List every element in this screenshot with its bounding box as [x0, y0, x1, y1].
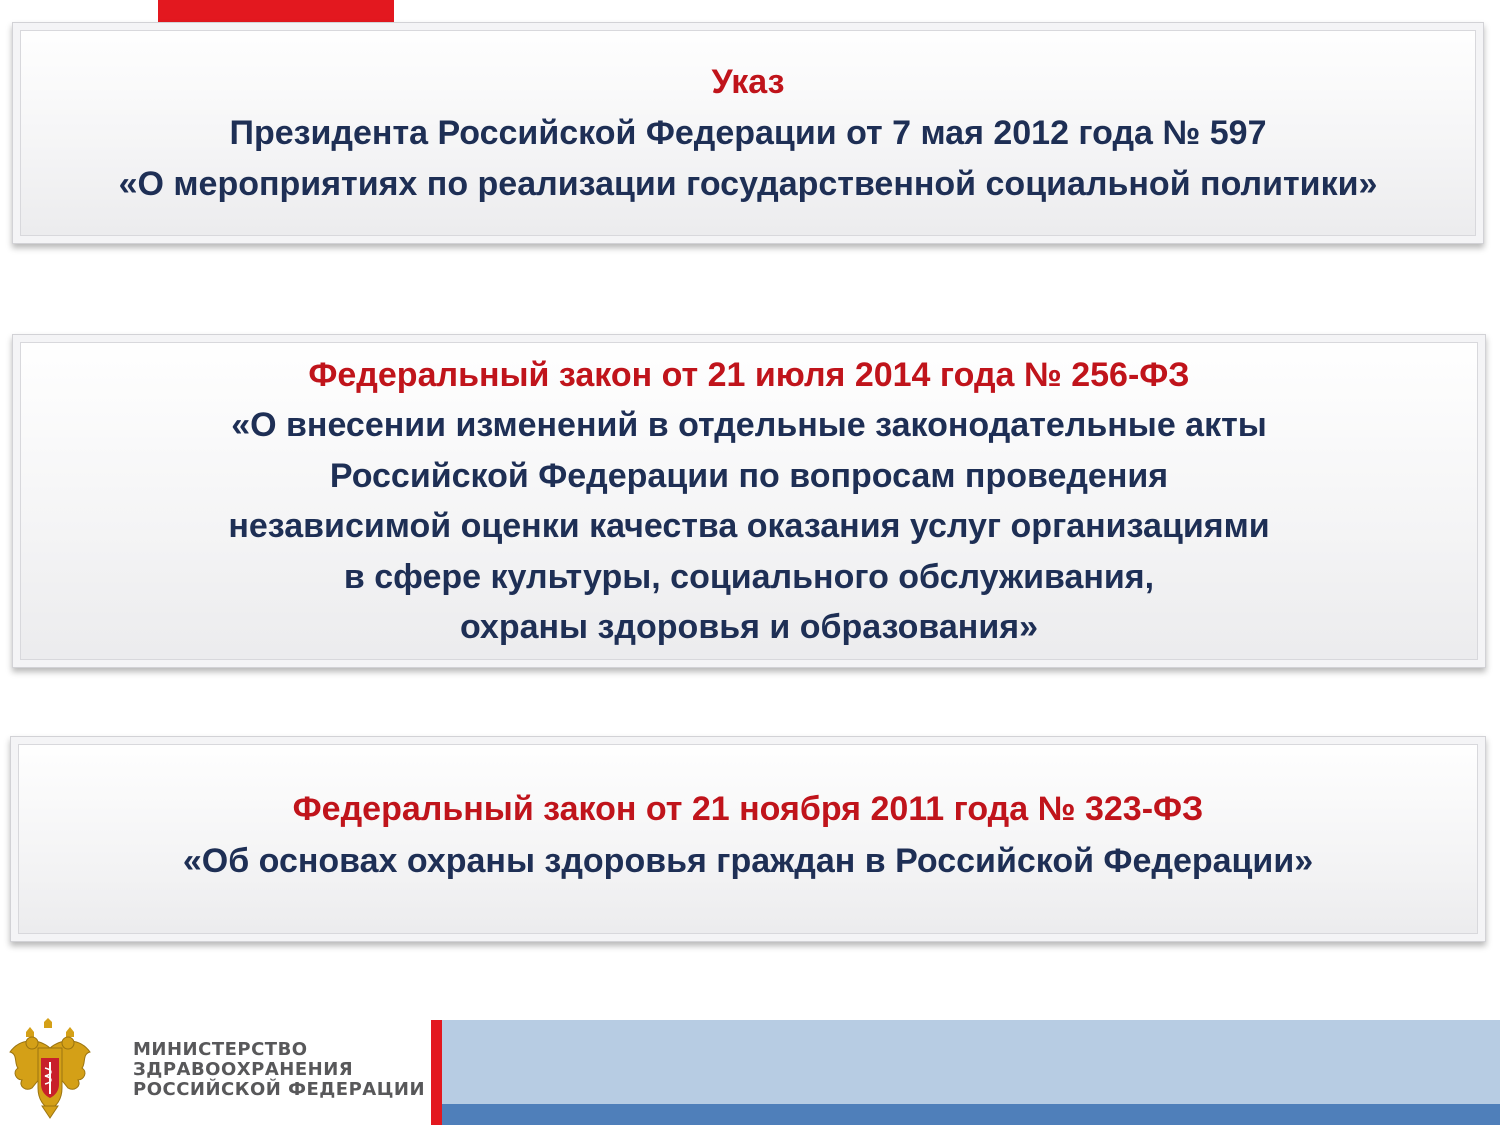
law-256-card — [12, 334, 1486, 668]
footer-band-dark — [442, 1104, 1500, 1125]
ministry-name — [133, 1040, 428, 1100]
law-256-title: Федеральный закон от 21 июля 2014 года № 256-ФЗ — [308, 355, 1190, 394]
decree-name: «О мероприятиях по реализации государственной социальной политики» — [118, 164, 1378, 203]
footer-red-divider — [431, 1020, 442, 1125]
law-323-card — [10, 736, 1486, 942]
double-headed-eagle-icon — [8, 1018, 92, 1122]
decree-number: Президента Российской Федерации от 7 мая 2012 года № 597 — [229, 113, 1267, 152]
ministry-line1: МИНИСТЕРСТВО — [133, 1039, 308, 1060]
law-323-title: Федеральный закон от 21 ноября 2011 года № 323-ФЗ — [292, 790, 1204, 828]
ministry-line2: ЗДРАВООХРАНЕНИЯ — [133, 1059, 354, 1080]
footer-band-light — [442, 1020, 1500, 1104]
law-256-name-line3: независимой оценки качества оказания услуг организациями — [228, 507, 1270, 545]
law-256-name-line5: охраны здоровья и образования» — [460, 608, 1038, 646]
law-256-name-line2: Российской Федерации по вопросам проведения — [329, 456, 1169, 495]
ministry-line3: РОССИЙСКОЙ ФЕДЕРАЦИИ — [133, 1079, 426, 1100]
decree-title: Указ — [711, 62, 785, 101]
law-323-name: «Об основах охраны здоровья граждан в Российской Федерации» — [182, 842, 1314, 880]
top-accent-bar — [158, 0, 394, 22]
decree-card — [12, 22, 1484, 244]
law-256-name-line4: в сфере культуры, социального обслуживания, — [343, 557, 1155, 596]
law-256-name-line1: «О внесении изменений в отдельные законодательные акты — [231, 406, 1267, 444]
